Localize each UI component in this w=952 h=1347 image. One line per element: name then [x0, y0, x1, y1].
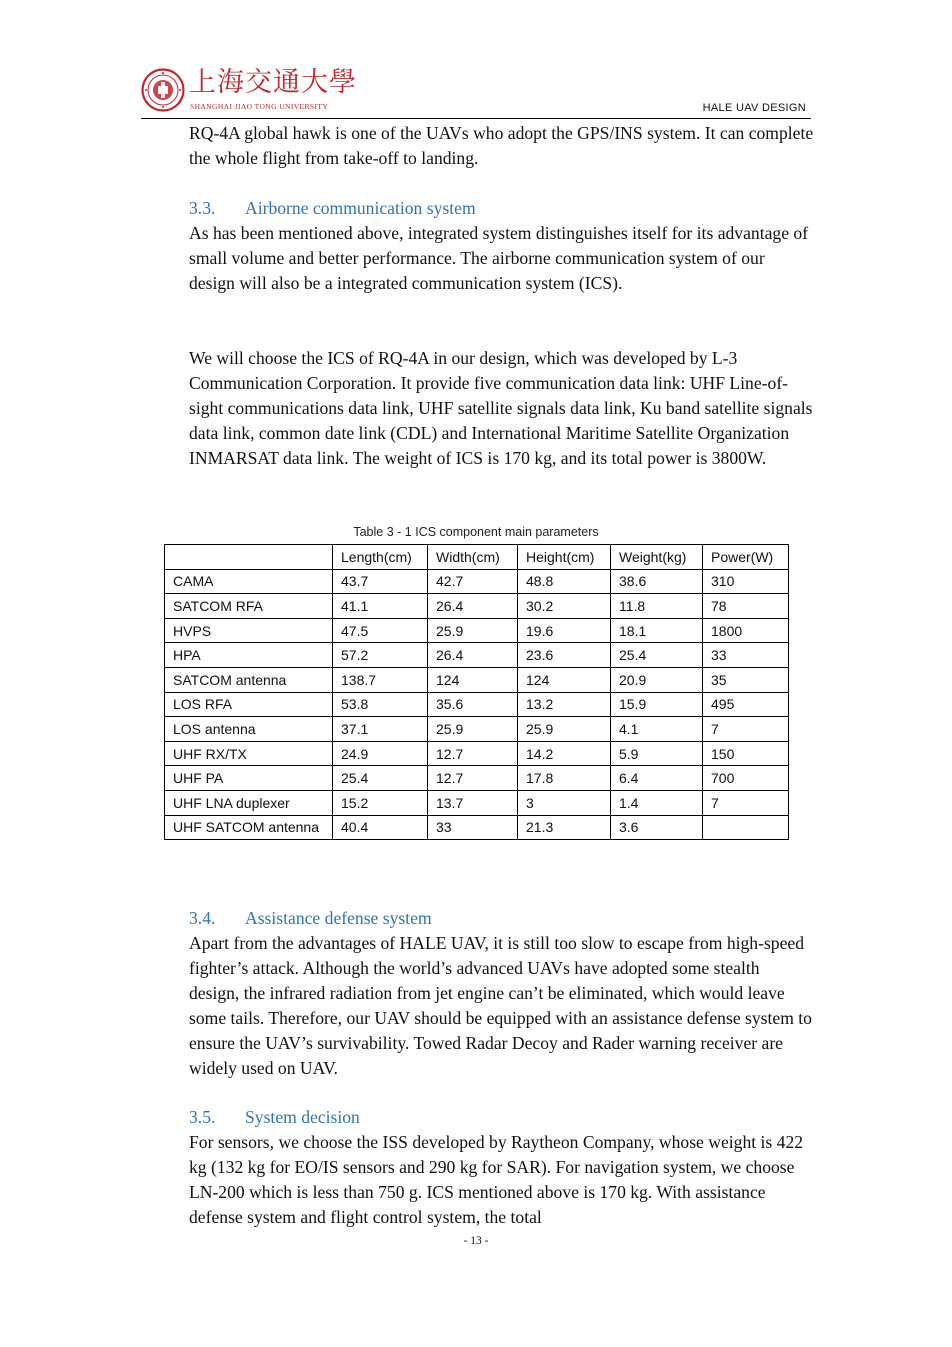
section-heading-3-3 — [189, 196, 476, 221]
table-cell — [703, 815, 789, 840]
table-cell: 21.3 — [518, 815, 611, 840]
table-cell: 30.2 — [518, 594, 611, 619]
component-name-cell: CAMA — [165, 569, 333, 594]
table-column-header: Power(W) — [703, 545, 789, 570]
intro-paragraph: RQ-4A global hawk is one of the UAVs who adopt the GPS/INS system. It can complete the whole flight from take-off to landing. — [189, 123, 814, 168]
table-column-header: Length(cm) — [333, 545, 428, 570]
table-row — [165, 692, 789, 717]
component-name-cell: HPA — [165, 643, 333, 668]
table-row — [165, 815, 789, 840]
table-cell: 35 — [703, 667, 789, 692]
section-3-5-paragraph: For sensors, we choose the ISS developed by Raytheon Company, whose weight is 422 kg (132 kg for EO/IS sensors and 290 kg for SAR). For navigation system, we choose LN-200 which is less than 750 g. ICS mentioned above is 170 kg. With assistance defense system and flight control system, the total — [189, 1132, 804, 1227]
table-cell: 13.2 — [518, 692, 611, 717]
table-cell: 495 — [703, 692, 789, 717]
table-cell: 41.1 — [333, 594, 428, 619]
running-header-title: HALE UAV DESIGN — [702, 102, 806, 114]
table-cell: 17.8 — [518, 766, 611, 791]
table-cell: 43.7 — [333, 569, 428, 594]
table-cell: 33 — [703, 643, 789, 668]
table-cell: 18.1 — [611, 618, 703, 643]
section-3-3-paragraph-1: As has been mentioned above, integrated system distinguishes itself for its advantage of small volume and better performance. The airborne communication system of our design will also be a integrated communication system (ICS). — [189, 223, 809, 293]
table-cell: 24.9 — [333, 741, 428, 766]
table-cell: 11.8 — [611, 594, 703, 619]
component-name-cell: UHF LNA duplexer — [165, 790, 333, 815]
component-name-cell: UHF SATCOM antenna — [165, 815, 333, 840]
table-row — [165, 618, 789, 643]
table-cell: 5.9 — [611, 741, 703, 766]
university-logo — [141, 66, 357, 116]
component-name-cell: SATCOM RFA — [165, 594, 333, 619]
section-number: 3.5. — [189, 1107, 216, 1127]
table-cell: 23.6 — [518, 643, 611, 668]
page-number: - 13 - — [463, 1235, 489, 1247]
table-column-header: Height(cm) — [518, 545, 611, 570]
table-row — [165, 741, 789, 766]
table-cell: 25.4 — [611, 643, 703, 668]
component-name-cell: SATCOM antenna — [165, 667, 333, 692]
section-number: 3.4. — [189, 908, 216, 928]
section-3-3-paragraph-2: We will choose the ICS of RQ-4A in our design, which was developed by L-3 Communication Corporation. It provide five communication data link: UHF Line-of-sight communications data link, UHF satellite signals data link, Ku band satellite signals data link, common date link (CDL) and International Maritime Satellite Organization INMARSAT data link. The weight of ICS is 170 kg, and its total power is 3800W. — [189, 348, 813, 468]
section-title: System decision — [245, 1107, 360, 1127]
table-cell: 12.7 — [428, 741, 518, 766]
table-cell: 37.1 — [333, 717, 428, 742]
table-cell: 33 — [428, 815, 518, 840]
table-cell: 1800 — [703, 618, 789, 643]
table-cell: 6.4 — [611, 766, 703, 791]
table-cell: 4.1 — [611, 717, 703, 742]
component-name-cell: LOS antenna — [165, 717, 333, 742]
section-3-4-paragraph: Apart from the advantages of HALE UAV, it is still too slow to escape from high-speed fighter’s attack. Although the world’s advanced UAVs have adopted some stealth design, the infrared radiation from jet engine can’t be eliminated, which would leave some tails. Therefore, our UAV should be equipped with an assistance defense system to ensure the UAV’s survivability. Towed Radar Decoy and Rader warning receiver are widely used on UAV. — [189, 933, 812, 1078]
table-cell: 40.4 — [333, 815, 428, 840]
table-row — [165, 569, 789, 594]
table-cell: 25.9 — [428, 717, 518, 742]
section-title: Assistance defense system — [245, 908, 432, 928]
section-heading-3-5 — [189, 1105, 360, 1130]
table-cell: 57.2 — [333, 643, 428, 668]
table-column-header: Width(cm) — [428, 545, 518, 570]
table-cell: 26.4 — [428, 594, 518, 619]
table-cell: 15.9 — [611, 692, 703, 717]
table-caption: Table 3 - 1 ICS component main parameters — [353, 525, 599, 539]
table-cell: 310 — [703, 569, 789, 594]
table-row — [165, 717, 789, 742]
table-cell: 150 — [703, 741, 789, 766]
component-name-cell: HVPS — [165, 618, 333, 643]
table-row — [165, 790, 789, 815]
table-cell: 78 — [703, 594, 789, 619]
table-cell: 25.9 — [428, 618, 518, 643]
logo-chinese-name: 上海交通大學 — [189, 67, 357, 98]
component-name-cell: UHF PA — [165, 766, 333, 791]
section-heading-3-4 — [189, 906, 432, 931]
component-name-cell: UHF RX/TX — [165, 741, 333, 766]
table-cell: 7 — [703, 790, 789, 815]
table-cell: 19.6 — [518, 618, 611, 643]
table-row — [165, 766, 789, 791]
ics-parameters-table — [164, 544, 789, 840]
table-cell: 20.9 — [611, 667, 703, 692]
component-name-cell: LOS RFA — [165, 692, 333, 717]
table-cell: 25.4 — [333, 766, 428, 791]
table-cell: 15.2 — [333, 790, 428, 815]
table-row — [165, 594, 789, 619]
table-cell: 26.4 — [428, 643, 518, 668]
table-header-corner — [165, 545, 333, 570]
section-title: Airborne communication system — [245, 198, 476, 218]
table-cell: 12.7 — [428, 766, 518, 791]
table-cell: 35.6 — [428, 692, 518, 717]
table-cell: 47.5 — [333, 618, 428, 643]
section-number: 3.3. — [189, 198, 216, 218]
table-cell: 1.4 — [611, 790, 703, 815]
table-row — [165, 643, 789, 668]
table-cell: 124 — [428, 667, 518, 692]
table-cell: 3.6 — [611, 815, 703, 840]
table-cell: 7 — [703, 717, 789, 742]
table-cell: 3 — [518, 790, 611, 815]
header-divider — [141, 118, 811, 119]
table-cell: 124 — [518, 667, 611, 692]
table-cell: 13.7 — [428, 790, 518, 815]
table-cell: 48.8 — [518, 569, 611, 594]
table-cell: 53.8 — [333, 692, 428, 717]
university-seal-icon — [141, 68, 185, 112]
table-column-header: Weight(kg) — [611, 545, 703, 570]
table-header-row — [165, 545, 789, 570]
logo-english-name: SHANGHAI JIAO TONG UNIVERSITY — [190, 102, 329, 111]
table-cell: 38.6 — [611, 569, 703, 594]
table-cell: 14.2 — [518, 741, 611, 766]
table-cell: 138.7 — [333, 667, 428, 692]
table-cell: 700 — [703, 766, 789, 791]
table-row — [165, 667, 789, 692]
table-cell: 25.9 — [518, 717, 611, 742]
table-cell: 42.7 — [428, 569, 518, 594]
